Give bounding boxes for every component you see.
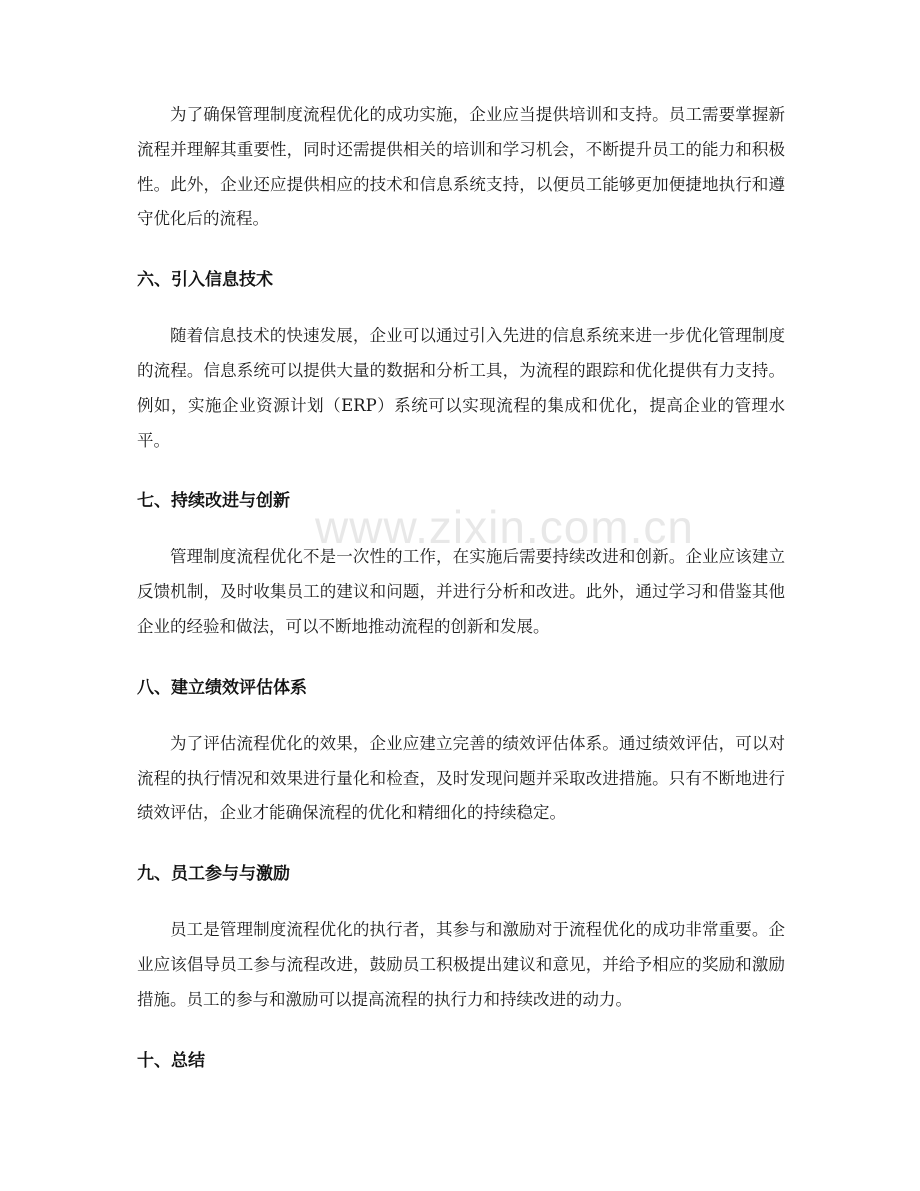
section-heading-7: 七、持续改进与创新 xyxy=(137,491,290,512)
intro-paragraph: 为了确保管理制度流程优化的成功实施，企业应当提供培训和支持。员工需要掌握新流程并理解其重要性，同时还需提供相关的培训和学习机会，不断提升员工的能力和积极性。此外，企业还应提供相应的技术和信息系统支持，以便员工能够更加便捷地执行和遵守优化后的流程。 xyxy=(137,105,785,229)
section-paragraph-7: 管理制度流程优化不是一次性的工作，在实施后需要持续改进和创新。企业应该建立反馈机制，及时收集员工的建议和问题，并进行分析和改进。此外，通过学习和借鉴其他企业的经验和做法，可以不断地推动流程的创新和发展。 xyxy=(137,547,785,636)
section-paragraph-9: 员工是管理制度流程优化的执行者，其参与和激励对于流程优化的成功非常重要。企业应该倡导员工参与流程改进，鼓励员工积极提出建议和意见，并给予相应的奖励和激励措施。员工的参与和激励可以提高流程的执行力和持续改进的动力。 xyxy=(137,920,785,1009)
document-body xyxy=(137,98,785,1078)
section-paragraph-6: 随着信息技术的快速发展，企业可以通过引入先进的信息系统来进一步优化管理制度的流程。信息系统可以提供大量的数据和分析工具，为流程的跟踪和优化提供有力支持。例如，实施企业资源计划（ERP）系统可以实现流程的集成和优化，提高企业的管理水平。 xyxy=(137,326,785,450)
spacer xyxy=(137,891,785,913)
spacer xyxy=(137,297,785,319)
spacer xyxy=(137,237,785,263)
section-heading-6: 六、引入信息技术 xyxy=(137,270,273,291)
spacer xyxy=(137,645,785,671)
spacer xyxy=(137,831,785,857)
spacer xyxy=(137,458,785,484)
spacer xyxy=(137,1018,785,1044)
section-heading-8: 八、建立绩效评估体系 xyxy=(137,677,307,698)
section-heading-9: 九、员工参与与激励 xyxy=(137,864,290,885)
spacer xyxy=(137,705,785,727)
section-heading-10: 十、总结 xyxy=(137,1050,205,1071)
spacer xyxy=(137,518,785,540)
section-paragraph-8: 为了评估流程优化的效果，企业应建立完善的绩效评估体系。通过绩效评估，可以对流程的执行情况和效果进行量化和检查，及时发现问题并采取改进措施。只有不断地进行绩效评估，企业才能确保流程的优化和精细化的持续稳定。 xyxy=(137,733,785,823)
watermark-text: www.zixin.com.cn xyxy=(315,501,694,553)
